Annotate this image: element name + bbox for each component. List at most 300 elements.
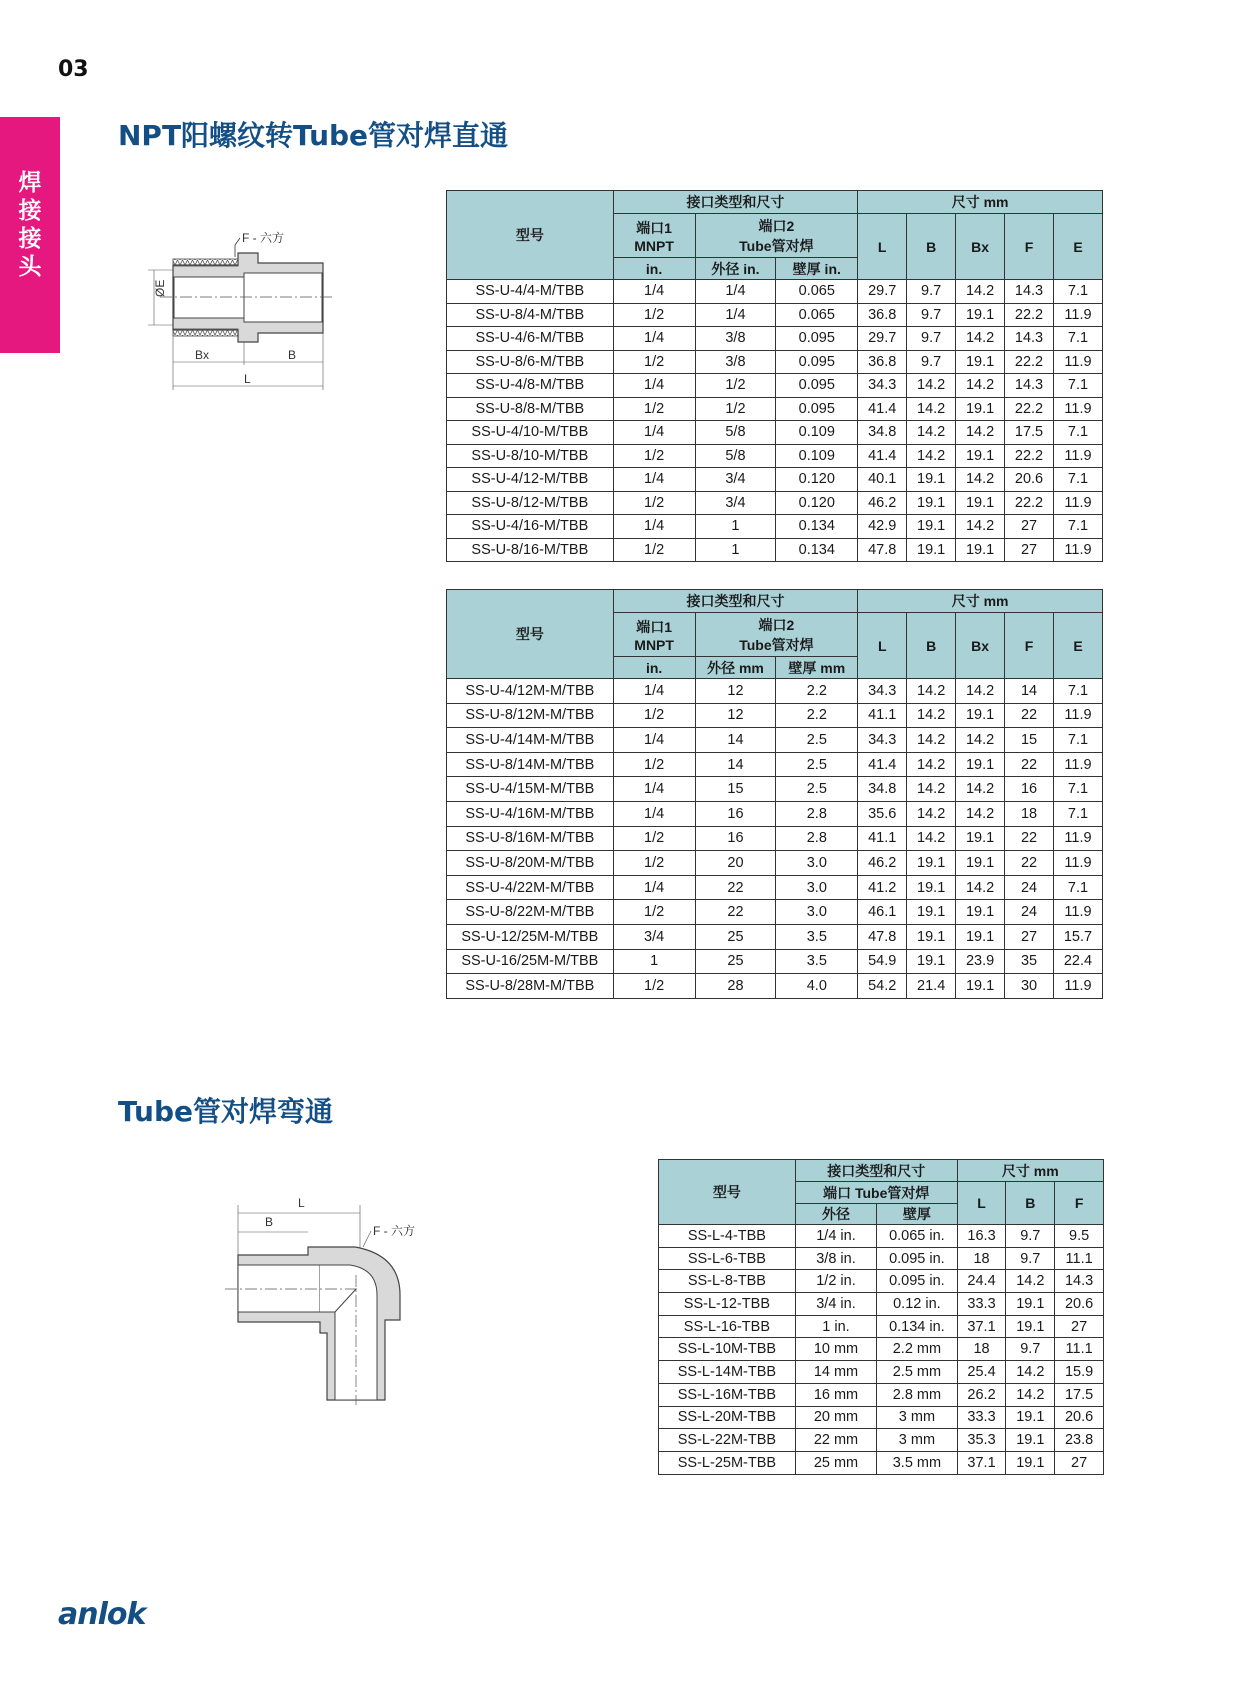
value-cell: 19.1 bbox=[907, 468, 956, 492]
value-cell: 40.1 bbox=[858, 468, 907, 492]
header-Bx: Bx bbox=[956, 214, 1005, 280]
header-F: F bbox=[1005, 613, 1054, 679]
value-cell: 0.134 in. bbox=[877, 1315, 958, 1338]
header-port1 bbox=[613, 613, 695, 657]
header-L: L bbox=[858, 214, 907, 280]
value-cell: 11.1 bbox=[1055, 1338, 1104, 1361]
value-cell: 0.12 in. bbox=[877, 1293, 958, 1316]
value-cell: 1/2 bbox=[613, 900, 695, 925]
value-cell: 3/4 bbox=[695, 468, 776, 492]
value-cell: 11.9 bbox=[1053, 703, 1102, 728]
value-cell: 1/4 bbox=[613, 327, 695, 351]
value-cell: 0.095 in. bbox=[877, 1247, 958, 1270]
value-cell: 7.1 bbox=[1053, 515, 1102, 539]
value-cell: 22 bbox=[695, 900, 776, 925]
value-cell: 19.1 bbox=[907, 515, 956, 539]
table-row bbox=[659, 1270, 1104, 1293]
header-B: B bbox=[907, 613, 956, 679]
value-cell: 14.2 bbox=[1006, 1270, 1055, 1293]
value-cell: 22 bbox=[1005, 752, 1054, 777]
side-tab-char: 焊 bbox=[18, 170, 42, 196]
model-cell: SS-L-22M-TBB bbox=[659, 1429, 796, 1452]
value-cell: 7.1 bbox=[1053, 374, 1102, 398]
value-cell: 1 bbox=[695, 538, 776, 562]
value-cell: 14 bbox=[695, 752, 776, 777]
model-cell: SS-U-4/16-M/TBB bbox=[447, 515, 614, 539]
value-cell: 11.9 bbox=[1053, 444, 1102, 468]
value-cell: 15.9 bbox=[1055, 1361, 1104, 1384]
value-cell: 19.1 bbox=[956, 924, 1005, 949]
value-cell: 34.3 bbox=[858, 374, 907, 398]
value-cell: 5/8 bbox=[695, 444, 776, 468]
value-cell: 14 bbox=[695, 728, 776, 753]
header-od: 外径 bbox=[795, 1204, 876, 1225]
table-row bbox=[659, 1361, 1104, 1384]
model-cell: SS-U-8/16-M/TBB bbox=[447, 538, 614, 562]
value-cell: 1/4 bbox=[695, 303, 776, 327]
value-cell: 34.3 bbox=[858, 679, 907, 704]
header-wall: 壁厚 bbox=[877, 1204, 958, 1225]
value-cell: 0.134 bbox=[776, 538, 858, 562]
value-cell: 41.1 bbox=[858, 826, 907, 851]
value-cell: 3/4 bbox=[613, 924, 695, 949]
value-cell: 1/2 bbox=[613, 350, 695, 374]
model-cell: SS-L-20M-TBB bbox=[659, 1406, 796, 1429]
value-cell: 37.1 bbox=[957, 1315, 1006, 1338]
value-cell: 34.3 bbox=[858, 728, 907, 753]
header-wall-mm: 壁厚 mm bbox=[776, 657, 858, 679]
value-cell: 14.2 bbox=[1006, 1383, 1055, 1406]
value-cell: 25 bbox=[695, 949, 776, 974]
value-cell: 3.5 bbox=[776, 949, 858, 974]
value-cell: 12 bbox=[695, 679, 776, 704]
value-cell: 19.1 bbox=[956, 350, 1005, 374]
value-cell: 11.9 bbox=[1053, 974, 1102, 999]
header-port-tube: 端口 Tube管对焊 bbox=[795, 1182, 957, 1204]
value-cell: 1 in. bbox=[795, 1315, 876, 1338]
value-cell: 37.1 bbox=[957, 1451, 1006, 1474]
value-cell: 2.2 bbox=[776, 679, 858, 704]
table-row bbox=[447, 280, 1103, 304]
model-cell: SS-U-8/12-M/TBB bbox=[447, 491, 614, 515]
value-cell: 0.109 bbox=[776, 421, 858, 445]
value-cell: 14.2 bbox=[956, 374, 1005, 398]
value-cell: 20.6 bbox=[1055, 1406, 1104, 1429]
value-cell: 14.2 bbox=[907, 374, 956, 398]
value-cell: 46.2 bbox=[858, 491, 907, 515]
value-cell: 1 bbox=[695, 515, 776, 539]
section-title-elbow: Tube管对焊弯通 bbox=[118, 1095, 333, 1128]
value-cell: 19.1 bbox=[956, 303, 1005, 327]
value-cell: 14.2 bbox=[956, 515, 1005, 539]
value-cell: 46.2 bbox=[858, 851, 907, 876]
header-mnpt: MNPT bbox=[634, 237, 674, 254]
value-cell: 7.1 bbox=[1053, 679, 1102, 704]
value-cell: 9.7 bbox=[907, 303, 956, 327]
value-cell: 47.8 bbox=[858, 538, 907, 562]
table-row bbox=[659, 1406, 1104, 1429]
table-row bbox=[447, 515, 1103, 539]
table-row bbox=[447, 491, 1103, 515]
value-cell: 16 bbox=[1005, 777, 1054, 802]
value-cell: 7.1 bbox=[1053, 777, 1102, 802]
header-port2-label: 端口2 bbox=[758, 217, 795, 234]
elbow-l-label: L bbox=[298, 1196, 305, 1210]
value-cell: 4.0 bbox=[776, 974, 858, 999]
table-row bbox=[659, 1383, 1104, 1406]
table-row bbox=[447, 538, 1103, 562]
model-cell: SS-U-8/4-M/TBB bbox=[447, 303, 614, 327]
table-row bbox=[447, 728, 1103, 753]
value-cell: 19.1 bbox=[907, 491, 956, 515]
l-dimension-label: L bbox=[244, 372, 251, 386]
value-cell: 14.2 bbox=[907, 421, 956, 445]
value-cell: 11.9 bbox=[1053, 826, 1102, 851]
value-cell: 24 bbox=[1005, 900, 1054, 925]
value-cell: 0.095 bbox=[776, 327, 858, 351]
value-cell: 14.2 bbox=[907, 703, 956, 728]
value-cell: 22.4 bbox=[1053, 949, 1102, 974]
model-cell: SS-U-4/10-M/TBB bbox=[447, 421, 614, 445]
value-cell: 20.6 bbox=[1005, 468, 1054, 492]
value-cell: 36.8 bbox=[858, 303, 907, 327]
value-cell: 19.1 bbox=[907, 924, 956, 949]
value-cell: 1/2 bbox=[613, 303, 695, 327]
value-cell: 27 bbox=[1055, 1451, 1104, 1474]
value-cell: 30 bbox=[1005, 974, 1054, 999]
value-cell: 19.1 bbox=[1006, 1315, 1055, 1338]
value-cell: 18 bbox=[957, 1338, 1006, 1361]
value-cell: 2.2 mm bbox=[877, 1338, 958, 1361]
value-cell: 9.7 bbox=[907, 280, 956, 304]
value-cell: 14.2 bbox=[956, 875, 1005, 900]
value-cell: 19.1 bbox=[907, 875, 956, 900]
header-port1-label: 端口1 bbox=[636, 618, 673, 635]
header-model: 型号 bbox=[447, 191, 614, 280]
value-cell: 1/4 bbox=[613, 728, 695, 753]
table-row bbox=[659, 1338, 1104, 1361]
value-cell: 19.1 bbox=[956, 851, 1005, 876]
value-cell: 22 bbox=[695, 875, 776, 900]
model-cell: SS-L-16M-TBB bbox=[659, 1383, 796, 1406]
value-cell: 0.095 in. bbox=[877, 1270, 958, 1293]
header-od-mm: 外径 mm bbox=[695, 657, 776, 679]
value-cell: 3/4 bbox=[695, 491, 776, 515]
table-row bbox=[447, 924, 1103, 949]
table-row bbox=[447, 851, 1103, 876]
value-cell: 16 bbox=[695, 826, 776, 851]
header-connection: 接口类型和尺寸 bbox=[795, 1160, 957, 1182]
model-cell: SS-U-12/25M-M/TBB bbox=[447, 924, 614, 949]
model-cell: SS-L-10M-TBB bbox=[659, 1338, 796, 1361]
table-body bbox=[447, 280, 1103, 562]
value-cell: 1/4 bbox=[695, 280, 776, 304]
value-cell: 41.2 bbox=[858, 875, 907, 900]
value-cell: 19.1 bbox=[956, 444, 1005, 468]
value-cell: 14.2 bbox=[907, 826, 956, 851]
table-row bbox=[659, 1293, 1104, 1316]
table-row bbox=[447, 875, 1103, 900]
value-cell: 0.095 bbox=[776, 350, 858, 374]
e-dimension-label: ØE bbox=[153, 279, 167, 297]
table-row bbox=[659, 1225, 1104, 1248]
value-cell: 27 bbox=[1055, 1315, 1104, 1338]
value-cell: 14 mm bbox=[795, 1361, 876, 1384]
value-cell: 14.2 bbox=[956, 468, 1005, 492]
value-cell: 41.4 bbox=[858, 752, 907, 777]
value-cell: 22 bbox=[1005, 703, 1054, 728]
value-cell: 1/2 bbox=[695, 374, 776, 398]
header-tube-weld: Tube管对焊 bbox=[739, 237, 814, 254]
value-cell: 1/2 bbox=[613, 703, 695, 728]
value-cell: 19.1 bbox=[1006, 1406, 1055, 1429]
value-cell: 3/8 in. bbox=[795, 1247, 876, 1270]
table-row bbox=[447, 974, 1103, 999]
model-cell: SS-L-4-TBB bbox=[659, 1225, 796, 1248]
value-cell: 41.4 bbox=[858, 444, 907, 468]
value-cell: 11.9 bbox=[1053, 397, 1102, 421]
model-cell: SS-U-8/8-M/TBB bbox=[447, 397, 614, 421]
value-cell: 15 bbox=[695, 777, 776, 802]
table-row bbox=[447, 752, 1103, 777]
table-body bbox=[659, 1225, 1104, 1475]
model-cell: SS-U-4/12-M/TBB bbox=[447, 468, 614, 492]
value-cell: 25 bbox=[695, 924, 776, 949]
value-cell: 54.9 bbox=[858, 949, 907, 974]
elbow-b-label: B bbox=[265, 1215, 274, 1229]
value-cell: 29.7 bbox=[858, 280, 907, 304]
value-cell: 19.1 bbox=[1006, 1451, 1055, 1474]
value-cell: 0.095 bbox=[776, 397, 858, 421]
model-cell: SS-U-8/14M-M/TBB bbox=[447, 752, 614, 777]
value-cell: 29.7 bbox=[858, 327, 907, 351]
value-cell: 16 bbox=[695, 801, 776, 826]
value-cell: 1 bbox=[613, 949, 695, 974]
value-cell: 24.4 bbox=[957, 1270, 1006, 1293]
value-cell: 36.8 bbox=[858, 350, 907, 374]
value-cell: 11.1 bbox=[1055, 1247, 1104, 1270]
value-cell: 35.3 bbox=[957, 1429, 1006, 1452]
value-cell: 47.8 bbox=[858, 924, 907, 949]
value-cell: 41.1 bbox=[858, 703, 907, 728]
b-dimension-label: B bbox=[288, 348, 297, 362]
value-cell: 22 bbox=[1005, 851, 1054, 876]
table-row bbox=[447, 826, 1103, 851]
model-cell: SS-U-8/10-M/TBB bbox=[447, 444, 614, 468]
header-Bx: Bx bbox=[956, 613, 1005, 679]
value-cell: 14.2 bbox=[907, 444, 956, 468]
side-tab-char: 头 bbox=[18, 254, 42, 280]
value-cell: 20 mm bbox=[795, 1406, 876, 1429]
value-cell: 19.1 bbox=[956, 491, 1005, 515]
page-number: 03 bbox=[58, 57, 89, 82]
side-tab-char: 接 bbox=[18, 226, 42, 252]
bx-dimension-label: Bx bbox=[195, 348, 210, 362]
value-cell: 3.0 bbox=[776, 875, 858, 900]
header-F: F bbox=[1055, 1182, 1104, 1225]
value-cell: 5/8 bbox=[695, 421, 776, 445]
value-cell: 9.7 bbox=[1006, 1338, 1055, 1361]
value-cell: 35 bbox=[1005, 949, 1054, 974]
value-cell: 17.5 bbox=[1005, 421, 1054, 445]
model-cell: SS-U-8/22M-M/TBB bbox=[447, 900, 614, 925]
elbow-fitting-drawing bbox=[225, 1185, 435, 1405]
section-title-straight: NPT阳螺纹转Tube管对焊直通 bbox=[118, 119, 509, 152]
value-cell: 3 mm bbox=[877, 1429, 958, 1452]
value-cell: 12 bbox=[695, 703, 776, 728]
header-connection: 接口类型和尺寸 bbox=[613, 191, 858, 214]
value-cell: 19.1 bbox=[907, 851, 956, 876]
header-model: 型号 bbox=[659, 1160, 796, 1225]
header-E: E bbox=[1053, 613, 1102, 679]
table-row bbox=[447, 303, 1103, 327]
value-cell: 0.065 bbox=[776, 280, 858, 304]
table-row bbox=[659, 1247, 1104, 1270]
value-cell: 3/4 in. bbox=[795, 1293, 876, 1316]
model-cell: SS-U-4/22M-M/TBB bbox=[447, 875, 614, 900]
value-cell: 14.3 bbox=[1005, 374, 1054, 398]
value-cell: 10 mm bbox=[795, 1338, 876, 1361]
side-category-tab bbox=[0, 117, 60, 353]
value-cell: 3/8 bbox=[695, 350, 776, 374]
value-cell: 19.1 bbox=[956, 752, 1005, 777]
value-cell: 1/4 bbox=[613, 875, 695, 900]
value-cell: 22 mm bbox=[795, 1429, 876, 1452]
value-cell: 14.2 bbox=[907, 777, 956, 802]
hex-label: F - 六方 bbox=[242, 231, 284, 245]
value-cell: 1/4 bbox=[613, 515, 695, 539]
value-cell: 1/2 bbox=[613, 851, 695, 876]
value-cell: 11.9 bbox=[1053, 350, 1102, 374]
value-cell: 11.9 bbox=[1053, 851, 1102, 876]
value-cell: 15 bbox=[1005, 728, 1054, 753]
value-cell: 2.5 mm bbox=[877, 1361, 958, 1384]
model-cell: SS-U-8/6-M/TBB bbox=[447, 350, 614, 374]
model-cell: SS-U-4/4-M/TBB bbox=[447, 280, 614, 304]
value-cell: 3.5 bbox=[776, 924, 858, 949]
value-cell: 3 mm bbox=[877, 1406, 958, 1429]
value-cell: 14.2 bbox=[956, 327, 1005, 351]
value-cell: 1/4 bbox=[613, 679, 695, 704]
straight-fitting-drawing bbox=[140, 225, 350, 400]
value-cell: 19.1 bbox=[956, 826, 1005, 851]
value-cell: 18 bbox=[957, 1247, 1006, 1270]
header-mnpt: MNPT bbox=[634, 636, 674, 653]
header-tube-weld: Tube管对焊 bbox=[739, 636, 814, 653]
table-row bbox=[659, 1315, 1104, 1338]
table-row bbox=[447, 421, 1103, 445]
value-cell: 1/2 bbox=[695, 397, 776, 421]
model-cell: SS-U-4/12M-M/TBB bbox=[447, 679, 614, 704]
model-cell: SS-L-25M-TBB bbox=[659, 1451, 796, 1474]
value-cell: 14.2 bbox=[956, 280, 1005, 304]
value-cell: 28 bbox=[695, 974, 776, 999]
value-cell: 19.1 bbox=[907, 538, 956, 562]
value-cell: 7.1 bbox=[1053, 875, 1102, 900]
header-B: B bbox=[1006, 1182, 1055, 1225]
value-cell: 1/4 bbox=[613, 801, 695, 826]
table-row bbox=[447, 703, 1103, 728]
side-tab-char: 接 bbox=[18, 198, 42, 224]
value-cell: 9.7 bbox=[907, 350, 956, 374]
value-cell: 17.5 bbox=[1055, 1383, 1104, 1406]
value-cell: 14.2 bbox=[907, 728, 956, 753]
table-row bbox=[447, 949, 1103, 974]
header-in: in. bbox=[613, 657, 695, 679]
value-cell: 34.8 bbox=[858, 777, 907, 802]
header-F: F bbox=[1005, 214, 1054, 280]
value-cell: 11.9 bbox=[1053, 752, 1102, 777]
value-cell: 14.2 bbox=[956, 777, 1005, 802]
value-cell: 11.9 bbox=[1053, 538, 1102, 562]
table-row bbox=[447, 327, 1103, 351]
value-cell: 42.9 bbox=[858, 515, 907, 539]
value-cell: 0.065 bbox=[776, 303, 858, 327]
value-cell: 41.4 bbox=[858, 397, 907, 421]
value-cell: 2.5 bbox=[776, 752, 858, 777]
value-cell: 26.2 bbox=[957, 1383, 1006, 1406]
value-cell: 14.2 bbox=[956, 421, 1005, 445]
value-cell: 34.8 bbox=[858, 421, 907, 445]
value-cell: 1/2 in. bbox=[795, 1270, 876, 1293]
value-cell: 19.1 bbox=[956, 974, 1005, 999]
value-cell: 7.1 bbox=[1053, 327, 1102, 351]
value-cell: 14.2 bbox=[956, 679, 1005, 704]
value-cell: 2.8 mm bbox=[877, 1383, 958, 1406]
value-cell: 16.3 bbox=[957, 1225, 1006, 1248]
value-cell: 22.2 bbox=[1005, 397, 1054, 421]
value-cell: 0.134 bbox=[776, 515, 858, 539]
header-wall-in: 壁厚 in. bbox=[776, 258, 858, 280]
table-row bbox=[447, 444, 1103, 468]
header-model: 型号 bbox=[447, 590, 614, 679]
value-cell: 33.3 bbox=[957, 1406, 1006, 1429]
value-cell: 23.9 bbox=[956, 949, 1005, 974]
header-port1 bbox=[613, 214, 695, 258]
value-cell: 2.8 bbox=[776, 826, 858, 851]
value-cell: 14.2 bbox=[1006, 1361, 1055, 1384]
header-B: B bbox=[907, 214, 956, 280]
model-cell: SS-U-4/15M-M/TBB bbox=[447, 777, 614, 802]
value-cell: 1/4 bbox=[613, 421, 695, 445]
value-cell: 2.2 bbox=[776, 703, 858, 728]
value-cell: 14.3 bbox=[1005, 280, 1054, 304]
brand-logo: anlok bbox=[58, 1597, 146, 1632]
value-cell: 14.2 bbox=[907, 801, 956, 826]
value-cell: 11.9 bbox=[1053, 303, 1102, 327]
table-row bbox=[447, 801, 1103, 826]
straight-metric-spec-table bbox=[446, 589, 1103, 999]
value-cell: 1/4 bbox=[613, 374, 695, 398]
model-cell: SS-U-16/25M-M/TBB bbox=[447, 949, 614, 974]
header-E: E bbox=[1053, 214, 1102, 280]
value-cell: 0.109 bbox=[776, 444, 858, 468]
value-cell: 14.3 bbox=[1005, 327, 1054, 351]
value-cell: 3/8 bbox=[695, 327, 776, 351]
value-cell: 0.120 bbox=[776, 468, 858, 492]
model-cell: SS-U-4/14M-M/TBB bbox=[447, 728, 614, 753]
value-cell: 3.0 bbox=[776, 900, 858, 925]
header-port2 bbox=[695, 214, 858, 258]
value-cell: 33.3 bbox=[957, 1293, 1006, 1316]
value-cell: 1/2 bbox=[613, 491, 695, 515]
value-cell: 27 bbox=[1005, 515, 1054, 539]
value-cell: 16 mm bbox=[795, 1383, 876, 1406]
header-L: L bbox=[858, 613, 907, 679]
value-cell: 7.1 bbox=[1053, 421, 1102, 445]
value-cell: 19.1 bbox=[956, 538, 1005, 562]
header-od-in: 外径 in. bbox=[695, 258, 776, 280]
